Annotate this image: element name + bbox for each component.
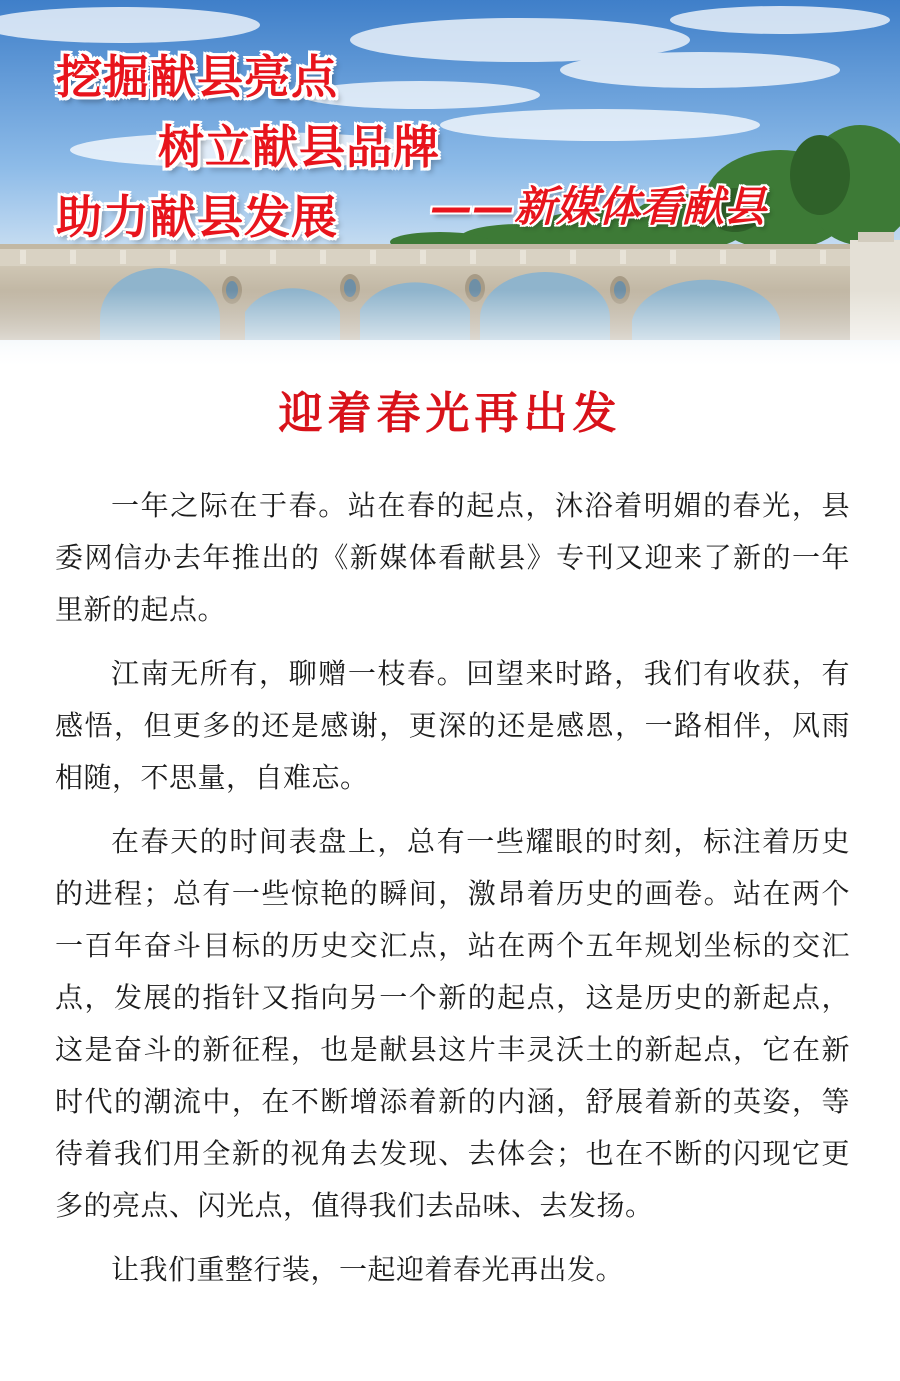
slogan-line-3: 助力献县发展 (56, 190, 338, 244)
paragraph-4: 让我们重整行装，一起迎着春光再出发。 (111, 1253, 625, 1286)
paragraph-3: 在春天的时间表盘上，总有一些耀眼的时刻，标注着历史的进程；总有一些惊艳的瞬间，激昂着历史的画卷。站在两个一百年奋斗目标的历史交汇点，站在两个五年规划坐标的交汇点，发展的指针又指向另一个新的起点，这是历史的新起点，这是奋斗的新征程，也是献县这片丰灵沃土的新起点，它在新时代的潮流中，在不断增添着新的内涵，舒展着新的英姿，等待着我们用全新的视角去发现、去体会；也在不断的闪现它更多的亮点、闪光点，值得我们去品味、去发扬。 (55, 825, 850, 1222)
paragraph-2: 江南无所有，聊赠一枝春。回望来时路，我们有收获，有感悟，但更多的还是感谢，更深的还是感恩，一路相伴，风雨相随，不思量，自难忘。 (55, 657, 850, 794)
slogan-line-2: 树立献县品牌 (158, 120, 440, 174)
slogan-line-1: 挖掘献县亮点 (56, 50, 338, 104)
banner-tagline: ——新媒体看献县 (430, 182, 767, 231)
article-body (55, 480, 850, 1308)
header-banner (0, 0, 900, 370)
paragraph-1: 一年之际在于春。站在春的起点，沐浴着明媚的春光，县委网信办去年推出的《新媒体看献县》专刊又迎来了新的一年里新的起点。 (55, 489, 850, 626)
article-title: 迎着春光再出发 (278, 388, 622, 439)
